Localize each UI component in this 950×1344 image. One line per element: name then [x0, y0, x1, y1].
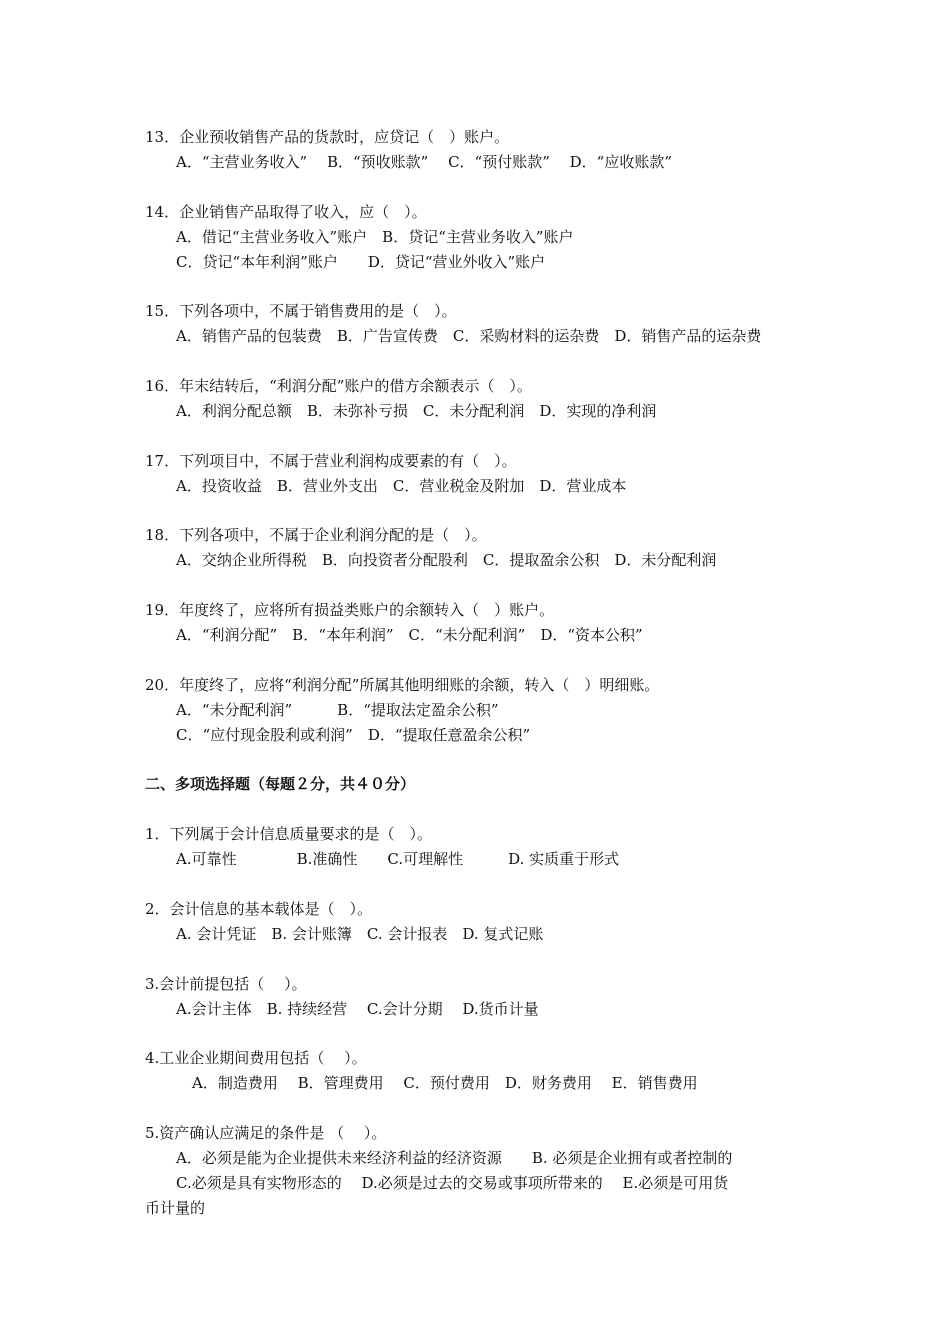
question-options: C．“应付现金股利或利润” D．“提取任意盈余公积” — [176, 726, 531, 744]
question-stem: 1．下列属于会计信息质量要求的是（ ）。 — [145, 825, 433, 843]
question-options: A．借记“主营业务收入”账户 B．贷记“主营业务收入”账户 — [176, 228, 574, 246]
section-heading: 二、多项选择题（每题２分，共４０分） — [145, 775, 416, 793]
question-stem: 17．下列项目中，不属于营业利润构成要素的有（ ）。 — [145, 452, 517, 470]
question-options: A．制造费用 B．管理费用 C．预付费用 D．财务费用 E．销售费用 — [192, 1074, 698, 1092]
question-options: A．利润分配总额 B．未弥补亏损 C．未分配利润 D．实现的净利润 — [176, 402, 657, 420]
question-stem: 2．会计信息的基本载体是（ ）。 — [145, 900, 373, 918]
question-options: A.会计主体 B. 持续经营 C.会计分期 D.货币计量 — [176, 1000, 539, 1018]
question-stem: 4.工业企业期间费用包括（ ）。 — [145, 1049, 367, 1067]
question-options: C．贷记“本年利润”账户 D．贷记“营业外收入”账户 — [176, 253, 546, 271]
question-options: A. 会计凭证 B. 会计账簿 C. 会计报表 D. 复式记账 — [176, 925, 544, 943]
question-stem: 13．企业预收销售产品的货款时，应贷记（ ）账户。 — [145, 128, 510, 146]
question-options: A．销售产品的包装费 B．广告宣传费 C．采购材料的运杂费 D．销售产品的运杂费 — [176, 327, 762, 345]
question-stem: 15．下列各项中，不属于销售费用的是（ ）。 — [145, 302, 457, 320]
question-options: A．投资收益 B．营业外支出 C．营业税金及附加 D．营业成本 — [176, 477, 627, 495]
question-options: A．必须是能为企业提供未来经济利益的经济资源 B. 必须是企业拥有或者控制的 — [176, 1149, 733, 1167]
question-stem: 20．年度终了，应将“利润分配”所属其他明细账的余额，转入（ ）明细账。 — [145, 676, 660, 694]
question-options: A.可靠性 B.准确性 C.可理解性 D. 实质重于形式 — [176, 850, 620, 868]
question-options: A．交纳企业所得税 B．向投资者分配股利 C．提取盈余公积 D．未分配利润 — [176, 551, 717, 569]
question-options: A．“未分配利润” B．“提取法定盈余公积” — [176, 701, 499, 719]
question-options: A．“主营业务收入” B．“预收账款” C．“预付账款” D．“应收账款” — [176, 153, 673, 171]
question-stem: 18．下列各项中，不属于企业利润分配的是（ ）。 — [145, 526, 487, 544]
question-stem: 16．年末结转后，“利润分配”账户的借方余额表示（ ）。 — [145, 377, 532, 395]
question-stem: 5.资产确认应满足的条件是 （ ）。 — [145, 1124, 387, 1142]
question-options: A．“利润分配” B．“本年利润” C．“未分配利润” D．“资本公积” — [176, 626, 643, 644]
question-stem: 3.会计前提包括（ ）。 — [145, 975, 307, 993]
question-stem: 19．年度终了，应将所有损益类账户的余额转入（ ）账户。 — [145, 601, 555, 619]
question-options: 币计量的 — [145, 1199, 206, 1217]
question-options: C.必须是具有实物形态的 D.必须是过去的交易或事项所带来的 E.必须是可用货 — [176, 1174, 729, 1192]
question-stem: 14．企业销售产品取得了收入，应（ ）。 — [145, 203, 427, 221]
